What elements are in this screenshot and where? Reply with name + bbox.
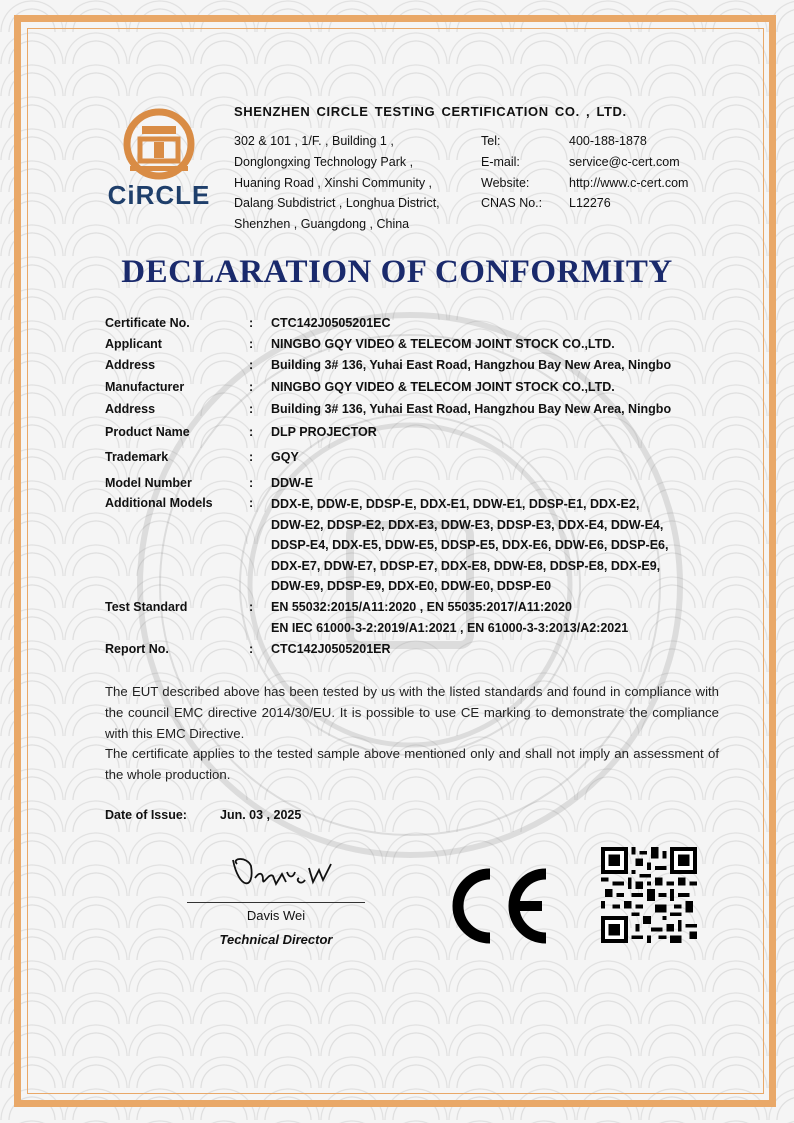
- field-colon: :: [249, 337, 254, 351]
- address-line: Shenzhen , Guangdong , China: [234, 217, 410, 232]
- model-list-line: DDW-E2, DDSP-E2, DDX-E3, DDW-E3, DDSP-E3, DDX-E4, DDW-E4,: [271, 517, 664, 532]
- field-value-test-standard: EN 55032:2015/A11:2020 , EN 55035:2017/A11:2020: [271, 600, 572, 614]
- field-value-report-no: CTC142J0505201ER: [271, 642, 391, 656]
- field-colon: :: [249, 450, 254, 464]
- field-value-applicant-address: Building 3# 136, Yuhai East Road, Hangzhou Bay New Area, Ningbo: [271, 358, 672, 372]
- field-label-address: Address: [105, 402, 156, 416]
- contact-label-website: Website:: [481, 175, 530, 190]
- field-label-trademark: Trademark: [105, 450, 169, 464]
- field-label-applicant: Applicant: [105, 337, 162, 351]
- field-value-applicant: NINGBO GQY VIDEO & TELECOM JOINT STOCK CO.,LTD.: [271, 337, 615, 351]
- field-label-product-name: Product Name: [105, 425, 190, 439]
- signer-name: Davis Wei: [246, 908, 306, 923]
- field-label-certificate-no: Certificate No.: [105, 316, 190, 330]
- field-colon: :: [249, 642, 254, 656]
- field-label-address: Address: [105, 358, 156, 372]
- field-value-trademark: GQY: [271, 450, 299, 464]
- address-line: Dalang Subdistrict , Longhua District,: [234, 196, 440, 211]
- field-label-report-no: Report No.: [105, 642, 169, 656]
- compliance-statement: The EUT described above has been tested by us with the listed standards and found in compliance with the council EMC directive 2014/30/EU. It is possible to use CE marking to demonstrate the compliance with this EMC Directive.: [105, 684, 719, 741]
- contact-cnas: L12276: [569, 196, 611, 211]
- signature-line: [187, 902, 365, 903]
- contact-website: http://www.c-cert.com: [569, 175, 689, 190]
- field-label-manufacturer: Manufacturer: [105, 380, 185, 394]
- contact-labels: [481, 131, 542, 214]
- address-line: Donglongxing Technology Park ,: [234, 154, 414, 169]
- field-colon: :: [249, 316, 254, 330]
- ce-mark-icon: [446, 866, 552, 946]
- field-label-additional-models: Additional Models: [105, 496, 213, 510]
- model-list-line: DDX-E7, DDW-E7, DDSP-E7, DDX-E8, DDW-E8, DDSP-E8, DDX-E9,: [271, 558, 661, 573]
- model-list-line: DDX-E, DDW-E, DDSP-E, DDX-E1, DDW-E1, DDSP-E1, DDX-E2,: [271, 497, 640, 511]
- qr-code-icon: [601, 847, 697, 943]
- document-title: DECLARATION OF CONFORMITY: [121, 254, 673, 290]
- field-value-model-number: DDW-E: [271, 476, 314, 490]
- logo-wordmark: CiRCLE: [107, 180, 211, 210]
- address-line: Huaning Road , Xinshi Community ,: [234, 175, 433, 190]
- field-value-product-name: DLP PROJECTOR: [271, 425, 377, 439]
- field-label-test-standard: Test Standard: [105, 600, 188, 614]
- company-name: SHENZHEN CIRCLE TESTING CERTIFICATION CO. , LTD.: [234, 104, 627, 119]
- model-list-line: DDSP-E4, DDX-E5, DDW-E5, DDSP-E5, DDX-E6, DDW-E6, DDSP-E6,: [271, 538, 669, 553]
- field-colon: :: [249, 358, 254, 372]
- contact-email: service@c-cert.com: [569, 154, 680, 169]
- field-colon: :: [249, 380, 254, 394]
- signer-title: Technical Director: [219, 932, 333, 947]
- signature-image: [225, 850, 335, 894]
- field-colon: :: [249, 600, 254, 614]
- date-of-issue-value: Jun. 03 , 2025: [220, 808, 302, 822]
- field-colon: :: [249, 425, 254, 439]
- company-address: [234, 131, 440, 235]
- field-value-test-standard-line2: EN IEC 61000-3-2:2019/A1:2021 , EN 61000-3-3:2013/A2:2021: [271, 621, 629, 635]
- field-value-manufacturer-address: Building 3# 136, Yuhai East Road, Hangzhou Bay New Area, Ningbo: [271, 402, 672, 416]
- field-label-model-number: Model Number: [105, 476, 192, 490]
- model-list-line: DDW-E9, DDSP-E9, DDX-E0, DDW-E0, DDSP-E0: [271, 579, 552, 594]
- scope-statement: The certificate applies to the tested sample above mentioned only and shall not imply an assessment of the whole production.: [105, 746, 719, 782]
- address-line: 302 & 101 , 1/F. , Building 1 ,: [234, 134, 394, 148]
- field-colon: :: [249, 496, 254, 510]
- contact-tel: 400-188-1878: [569, 134, 647, 148]
- contact-label-tel: Tel:: [481, 134, 501, 148]
- field-colon: :: [249, 476, 254, 490]
- field-value-additional-models: [271, 494, 669, 597]
- field-value-manufacturer: NINGBO GQY VIDEO & TELECOM JOINT STOCK CO.,LTD.: [271, 380, 615, 394]
- contact-label-cnas: CNAS No.:: [481, 196, 543, 211]
- contact-values: [569, 131, 688, 214]
- field-colon: :: [249, 402, 254, 416]
- date-of-issue-label: Date of Issue:: [105, 808, 187, 822]
- field-value-certificate-no: CTC142J0505201EC: [271, 316, 391, 330]
- contact-label-email: E-mail:: [481, 154, 520, 169]
